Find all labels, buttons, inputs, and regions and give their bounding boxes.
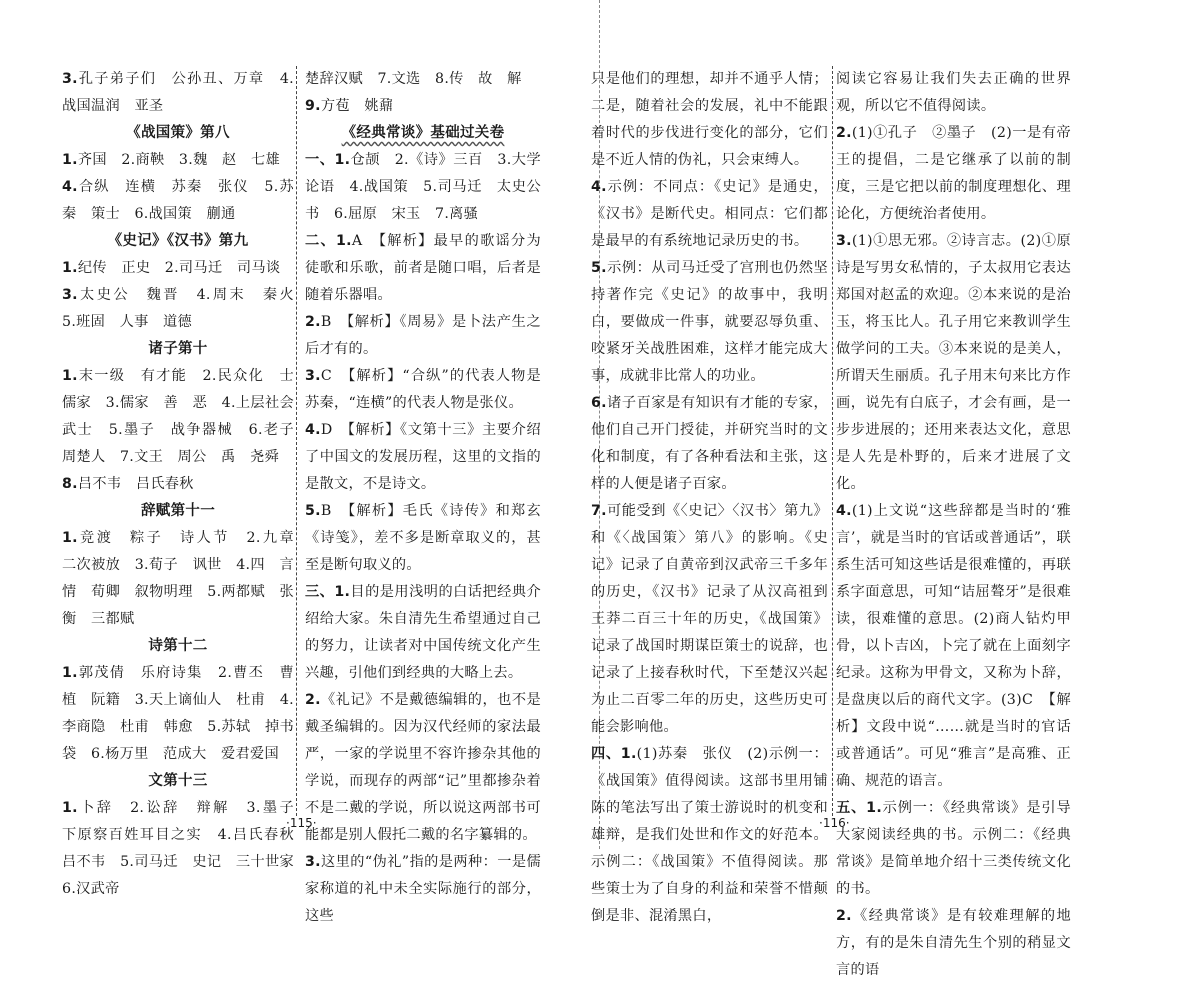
answer-item xyxy=(305,147,556,228)
answer-text: 纪传 正史 2.司马迁 司马谈 xyxy=(77,260,281,276)
section-heading: 诗第十二 xyxy=(148,638,208,654)
answer-text: (1)苏秦 张仪 (2)示例一：《战国策》值得阅读。这部书里用铺陈的笔法写出了策士游说时的机变和雄辩，是我们处世和作文的好范本。示例二：《战国策》不值得阅读。那些策士为了自身的利益和荣誉不惜颠倒是非、混淆黑白， xyxy=(591,746,828,924)
answer-item xyxy=(305,363,541,417)
answer-text: 只是他们的理想，却并不通乎人情；二是，随着社会的发展，礼中不能跟着时代的步伐进行变化的部分，它们是不近人情的伪礼，只会束缚人。 xyxy=(591,71,828,168)
answer-text: 卜辞 2.讼辞 辩解 3.墨子 下原察百姓耳目之实 4.吕氏春秋 吕不韦 5.司马迁 史记 三十世家 6.汉武帝 xyxy=(62,800,309,897)
answer-item xyxy=(62,471,294,498)
answer-text: A 【解析】最早的歌谣分为徒歌和乐歌，前者是随口唱，后者是随着乐器唱。 xyxy=(305,233,542,303)
answer-item xyxy=(591,174,828,255)
answer-text: 《礼记》不是戴德编辑的，也不是戴圣编辑的。因为汉代经师的家法最严，一家的学说里不容许掺杂其他的学说，而现存的两部“记”里都掺杂着不是二戴的学说，所以说这两部书可能都是别人假托二戴的名字纂辑的。 xyxy=(305,692,541,843)
section-heading: 《史记》《汉书》第九 xyxy=(107,233,249,249)
answer-text: 郭茂倩 乐府诗集 2.曹丕 曹植 阮籍 3.天上谪仙人 杜甫 4.李商隐 杜甫 韩愈 5.苏轼 掉书袋 6.杨万里 范成大 爱君爱国 xyxy=(62,665,294,762)
answer-item xyxy=(836,903,1071,984)
item-number: 9. xyxy=(305,98,321,114)
answer-item xyxy=(836,66,1071,120)
item-number: 6. xyxy=(591,395,607,411)
answer-text: 仓颉 2.《诗》三百 3.大学 论语 4.战国策 5.司马迁 太史公书 6.屈原 宋玉 7.离骚 xyxy=(305,152,556,222)
answer-text: 示例：从司马迁受了宫刑也仍然坚持著作完《史记》的故事中，我明白，要做成一件事，就要忍辱负重、咬紧牙关战胜困难，这样才能完成大事，成就非比常人的功业。 xyxy=(591,260,828,384)
answer-item xyxy=(305,66,541,93)
answer-item xyxy=(62,363,309,471)
item-number: 4. xyxy=(305,422,321,438)
item-number: 一、1. xyxy=(305,152,351,168)
item-number: 1. xyxy=(62,152,78,168)
section-heading: 文第十三 xyxy=(148,773,208,789)
answer-text: 楚辞汉赋 7.文选 8.传 故 解 xyxy=(305,71,522,87)
answer-item xyxy=(62,660,294,768)
answer-item xyxy=(305,228,541,309)
item-number: 3. xyxy=(305,368,321,384)
answer-column-2 xyxy=(305,66,556,930)
answer-item xyxy=(836,120,1071,228)
answer-item xyxy=(591,498,828,741)
item-number: 3. xyxy=(62,71,78,87)
answer-text: 吕不韦 吕氏春秋 xyxy=(77,476,194,492)
answer-column-4 xyxy=(836,66,1071,984)
item-number: 2. xyxy=(836,908,852,924)
answer-text: 齐国 2.商鞅 3.魏 赵 七雄 xyxy=(77,152,280,168)
answer-text: 示例一：《经典常谈》是引导大家阅读经典的书。示例二：《经典常谈》是简单地介绍十三类传统文化的书。 xyxy=(836,800,1071,897)
answer-item xyxy=(305,579,541,687)
answer-item xyxy=(836,228,1071,498)
answer-text: 合纵 连横 苏秦 张仪 5.苏秦 策士 6.战国策 蒯通 xyxy=(62,179,294,222)
item-number: 3. xyxy=(62,287,78,303)
answer-text: B 【解析】《周易》是卜法产生之后才有的。 xyxy=(305,314,541,357)
item-number: 二、1. xyxy=(305,233,352,249)
answer-item xyxy=(591,390,828,498)
answer-text: 孔子弟子们 公孙丑、万章 4.战国温润 亚圣 xyxy=(62,71,294,114)
answer-text: 《经典常谈》是有较难理解的地方，有的是朱自清先生个别的稍显文言的语 xyxy=(836,908,1071,978)
answer-item xyxy=(305,849,541,930)
answer-text: C 【解析】“合纵”的代表人物是苏秦，“连横”的代表人物是张仪。 xyxy=(305,368,541,411)
answer-text: B 【解析】毛氏《诗传》和郑玄《诗笺》，差不多是断章取义的，甚至是断句取义的。 xyxy=(305,503,541,573)
item-number: 1. xyxy=(62,800,78,816)
item-number: 1. xyxy=(62,530,78,546)
item-number: 4. xyxy=(591,179,607,195)
answer-text: D 【解析】《文第十三》主要介绍了中国文的发展历程，这里的文指的是散文，不是诗文。 xyxy=(305,422,541,492)
item-number: 7. xyxy=(591,503,607,519)
page-number: ·116· xyxy=(819,816,850,830)
answer-item xyxy=(62,66,294,120)
item-number: 8. xyxy=(62,476,78,492)
item-number: 1. xyxy=(62,368,78,384)
answer-text: 方苞 姚鼐 xyxy=(320,98,394,114)
item-number: 三、1. xyxy=(305,584,351,600)
item-number: 1. xyxy=(62,260,78,276)
answer-item xyxy=(836,795,1071,903)
answer-text: 太史公 魏晋 4.周末 秦火 5.班固 人事 道德 xyxy=(62,287,309,330)
answer-item xyxy=(62,282,309,336)
item-number: 2. xyxy=(836,125,852,141)
answer-item xyxy=(62,255,294,282)
item-number: 3. xyxy=(305,854,321,870)
answer-text: (1)①孔子 ②墨子 (2)一是有帝王的提倡，二是它继承了以前的制度，三是它把以前的制度理想化、理论化，方便统治者使用。 xyxy=(836,125,1071,222)
answer-text: 阅读它容易让我们失去正确的世界观，所以它不值得阅读。 xyxy=(836,71,1071,114)
answer-item xyxy=(62,525,309,633)
answer-item xyxy=(305,498,541,579)
page-number: ·115· xyxy=(286,816,317,830)
answer-text: 目的是用浅明的白话把经典介绍给大家。朱自清先生希望通过自己的努力，让读者对中国传统文化产生兴趣，引他们到经典的大略上去。 xyxy=(305,584,541,681)
answer-text: (1)上文说“这些辞都是当时的‘雅言’，就是当时的官话或普通话”，联系生活可知这些话是很难懂的，再联系字面意思，可知“诘屈聱牙”是很难读，很难懂的意思。(2)商人钻灼甲骨，以卜吉凶，卜完了就在上面刻字纪录。这称为甲骨文，又称为卜辞，是盘庚以后的商代文字。(3)C 【解析】文段中说“……就是当时的官话或普通话”。可见“雅言”是高雅、正确、规范的语言。 xyxy=(836,503,1071,789)
item-number: 5. xyxy=(305,503,321,519)
section-heading: 诸子第十 xyxy=(148,341,208,357)
answer-item xyxy=(62,174,294,228)
item-number: 2. xyxy=(305,314,321,330)
answer-text: 诸子百家是有知识有才能的专家，他们自己开门授徒，并研究当时的文化和制度，有了各种看法和主张，这样的人便是诸子百家。 xyxy=(591,395,828,492)
answer-text: 这里的“伪礼”指的是两种：一是儒家称道的礼中未全实际施行的部分，这些 xyxy=(305,854,541,924)
item-number: 4. xyxy=(62,179,78,195)
section-heading: 《经典常谈》基础过关卷 xyxy=(341,125,505,141)
item-number: 1. xyxy=(62,665,78,681)
item-number: 5. xyxy=(591,260,607,276)
answer-text: (1)①思无邪。②诗言志。(2)①原诗是写男女私情的，子太叔用它表达郑国对赵孟的欢迎。②本来说的是治玉，将玉比人。孔子用它来教训学生做学问的工夫。③本来说的是美人，所谓天生丽质。孔子用末句来比方作画，说先有白底子，才会有画，是一步步进展的；还用来表达文化，意思是人先是朴野的，后来才进展了文化。 xyxy=(836,233,1071,492)
answer-text: 示例：不同点：《史记》是通史，《汉书》是断代史。相同点：它们都是最早的有系统地记录历史的书。 xyxy=(591,179,828,249)
item-number: 五、1. xyxy=(836,800,883,816)
answer-item xyxy=(591,66,828,174)
column-divider xyxy=(832,66,833,816)
item-number: 2. xyxy=(305,692,321,708)
answer-column-3 xyxy=(591,66,828,930)
answer-item xyxy=(305,93,541,120)
answer-item xyxy=(305,309,541,363)
column-divider xyxy=(296,66,297,816)
answer-item xyxy=(591,741,828,930)
section-heading: 辞赋第十一 xyxy=(141,503,215,519)
answer-text: 竞渡 粽子 诗人节 2.九章 二次被放 3.荀子 讽世 4.四 言情 荀卿 叙物明理 5.两都赋 张衡 三都赋 xyxy=(62,530,309,627)
left-page xyxy=(0,0,599,924)
answer-text: 末一级 有才能 2.民众化 士 儒家 3.儒家 善 恶 4.上层社会 武士 5.墨子 战争器械 6.老子 周楚人 7.文王 周公 禹 尧舜 xyxy=(62,368,309,465)
answer-item xyxy=(305,417,541,498)
answer-text: 可能受到《〈史记〉〈汉书〉第九》和《〈战国策〉第八》的影响。《史记》记录了自黄帝到汉武帝三千多年的历史，《汉书》记录了从汉高祖到王莽二百三十年的历史，《战国策》记录了战国时期谋臣策士的说辞，也记录了上接春秋时代，下至楚汉兴起为止二百零二年的历史，这些历史可能会影响他。 xyxy=(591,503,828,735)
answer-item xyxy=(305,687,541,849)
item-number: 3. xyxy=(836,233,852,249)
right-page xyxy=(591,0,1200,978)
section-heading: 《战国策》第八 xyxy=(126,125,230,141)
answer-item xyxy=(591,255,828,390)
item-number: 四、1. xyxy=(591,746,637,762)
answer-item xyxy=(836,498,1071,795)
answer-item xyxy=(62,147,294,174)
item-number: 4. xyxy=(836,503,852,519)
